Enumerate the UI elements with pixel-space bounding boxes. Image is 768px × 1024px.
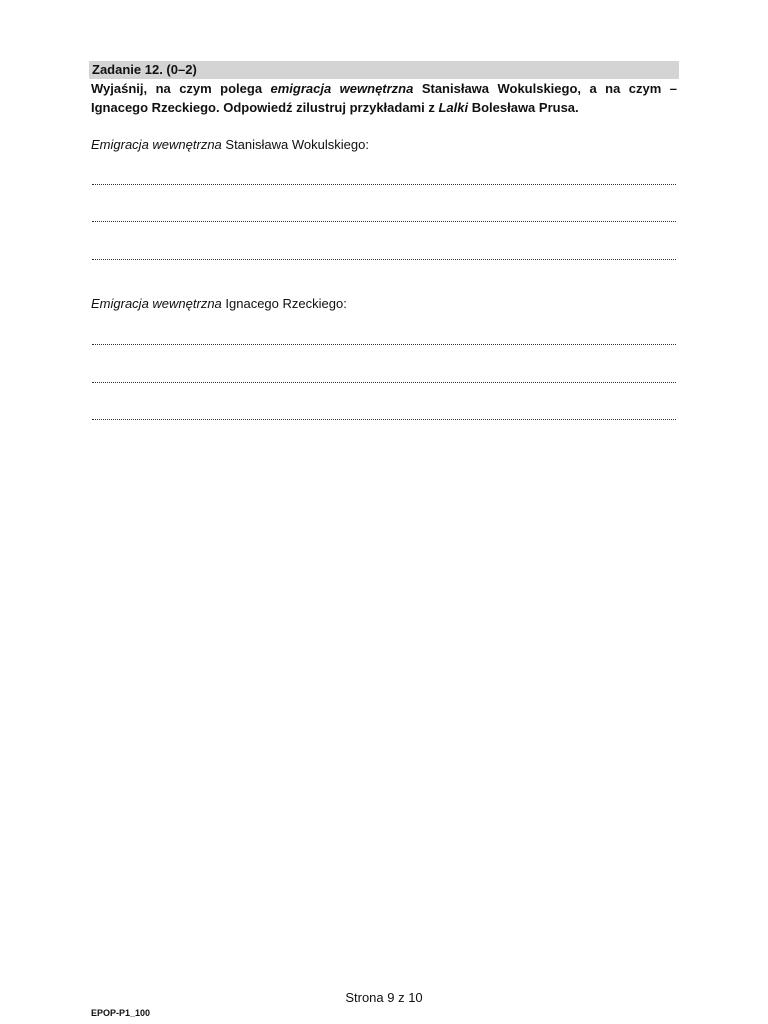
answer-line[interactable]: [92, 259, 676, 260]
instruction-book-title: Lalki: [438, 100, 469, 115]
section-label-wokulski: [91, 137, 369, 153]
document-code: EPOP-P1_100: [91, 1008, 151, 1018]
task-instruction: [91, 79, 677, 117]
section-label-rzecki: [91, 296, 347, 312]
page-number: Strona 9 z 10: [345, 990, 423, 1005]
instruction-text-3: Bolesława Prusa.: [468, 100, 579, 115]
answer-line[interactable]: [92, 382, 676, 383]
answer-line[interactable]: [92, 344, 676, 345]
task-header: Zadanie 12. (0–2): [89, 61, 679, 79]
answer-line[interactable]: [92, 184, 676, 185]
instruction-text-2: Stanisława Wokulskiego, a na czym – Ignacego Rzeckiego. Odpowiedź zilustruj przykładami z: [91, 81, 677, 115]
section-label-term: Emigracja wewnętrzna: [91, 137, 222, 152]
answer-line[interactable]: [92, 221, 676, 222]
section-label-name: Stanisława Wokulskiego:: [221, 137, 369, 152]
section-label-term: Emigracja wewnętrzna: [91, 296, 222, 311]
answer-line[interactable]: [92, 419, 676, 420]
section-label-name: Ignacego Rzeckiego:: [221, 296, 347, 311]
instruction-term: emigracja wewnętrzna: [270, 81, 414, 96]
instruction-text-1: Wyjaśnij, na czym polega: [91, 81, 271, 96]
